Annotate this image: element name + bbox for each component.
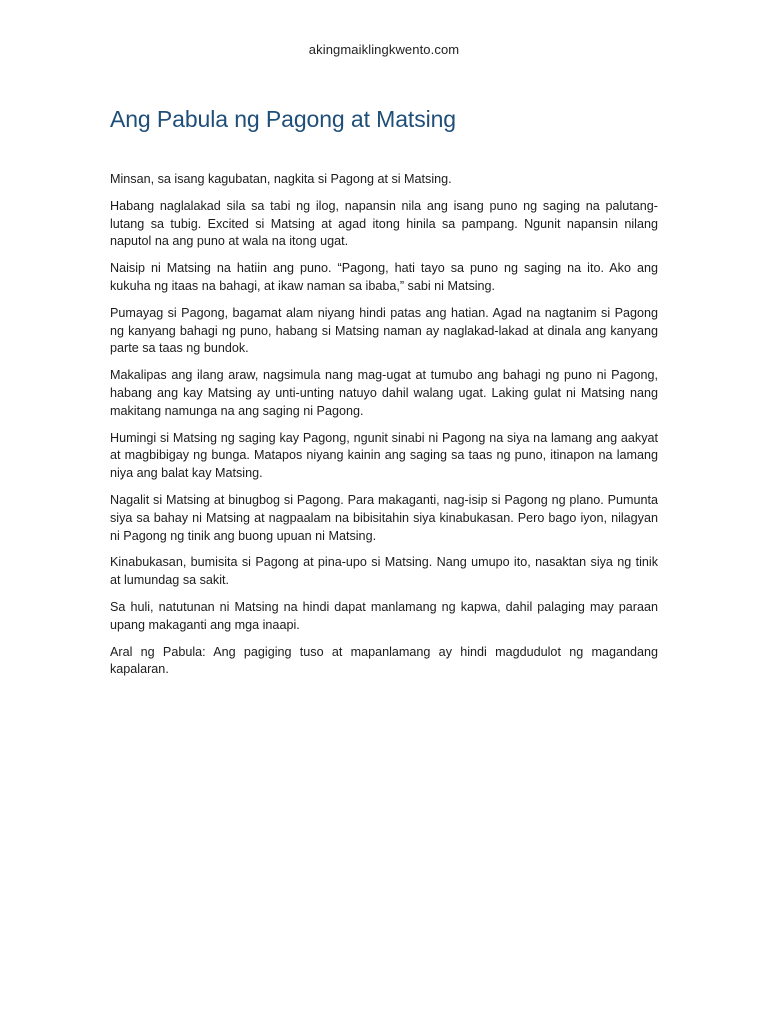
paragraph: Nagalit si Matsing at binugbog si Pagong. Para makaganti, nag-isip si Pagong ng plano. Pumunta siya sa bahay ni Matsing at nagpaalam na bibisitahin siya kinabukasan. Pero bago iyon, nilagyan ni Pagong ng tinik ang buong upuan ni Matsing.: [110, 492, 658, 543]
site-header: akingmaiklingkwento.com: [308, 42, 460, 57]
paragraph: Minsan, sa isang kagubatan, nagkita si Pagong at si Matsing.: [110, 172, 452, 186]
paragraph: Humingi si Matsing ng saging kay Pagong, ngunit sinabi ni Pagong na siya na lamang ang aakyat at magbibigay ng bunga. Matapos niyang kainin ang saging sa taas ng puno, itinapon na lamang niya ang balat kay Matsing.: [110, 430, 658, 481]
paragraph: Kinabukasan, bumisita si Pagong at pina-upo si Matsing. Nang umupo ito, nasaktan siya ng tinik at lumundag sa sakit.: [110, 555, 658, 588]
moral-paragraph: Aral ng Pabula: Ang pagiging tuso at mapanlamang ay hindi magdudulot ng magandang kapalaran.: [110, 644, 658, 677]
paragraph: Sa huli, natutunan ni Matsing na hindi dapat manlamang ng kapwa, dahil palaging may paraan upang makaganti ang mga inaapi.: [110, 599, 658, 632]
page-title: Ang Pabula ng Pagong at Matsing: [110, 106, 456, 132]
paragraph: Makalipas ang ilang araw, nagsimula nang mag-ugat at tumubo ang bahagi ng puno ni Pagong, habang ang kay Matsing ay unti-unting natuyo dahil walang ugat. Laking gulat ni Matsing nang makitang namunga na ang saging ni Pagong.: [110, 368, 658, 418]
story-body: [110, 171, 658, 688]
paragraph: Habang naglalakad sila sa tabi ng ilog, napansin nila ang isang puno ng saging na palutang-lutang sa tubig. Excited si Matsing at agad itong hinila sa pampang. Ngunit napansin nilang naputol na ang puno at wala na itong ugat.: [110, 198, 658, 249]
paragraph: Naisip ni Matsing na hatiin ang puno. “Pagong, hati tayo sa puno ng saging na ito. Ako ang kukuha ng itaas na bahagi, at ikaw naman sa ibaba,” sabi ni Matsing.: [110, 261, 658, 293]
paragraph: Pumayag si Pagong, bagamat alam niyang hindi patas ang hatian. Agad na nagtanim si Pagong ng kanyang bahagi ng puno, habang si Matsing naman ay naglakad-lakad at dinala ang kanyang parte sa taas ng bundok.: [110, 305, 658, 356]
